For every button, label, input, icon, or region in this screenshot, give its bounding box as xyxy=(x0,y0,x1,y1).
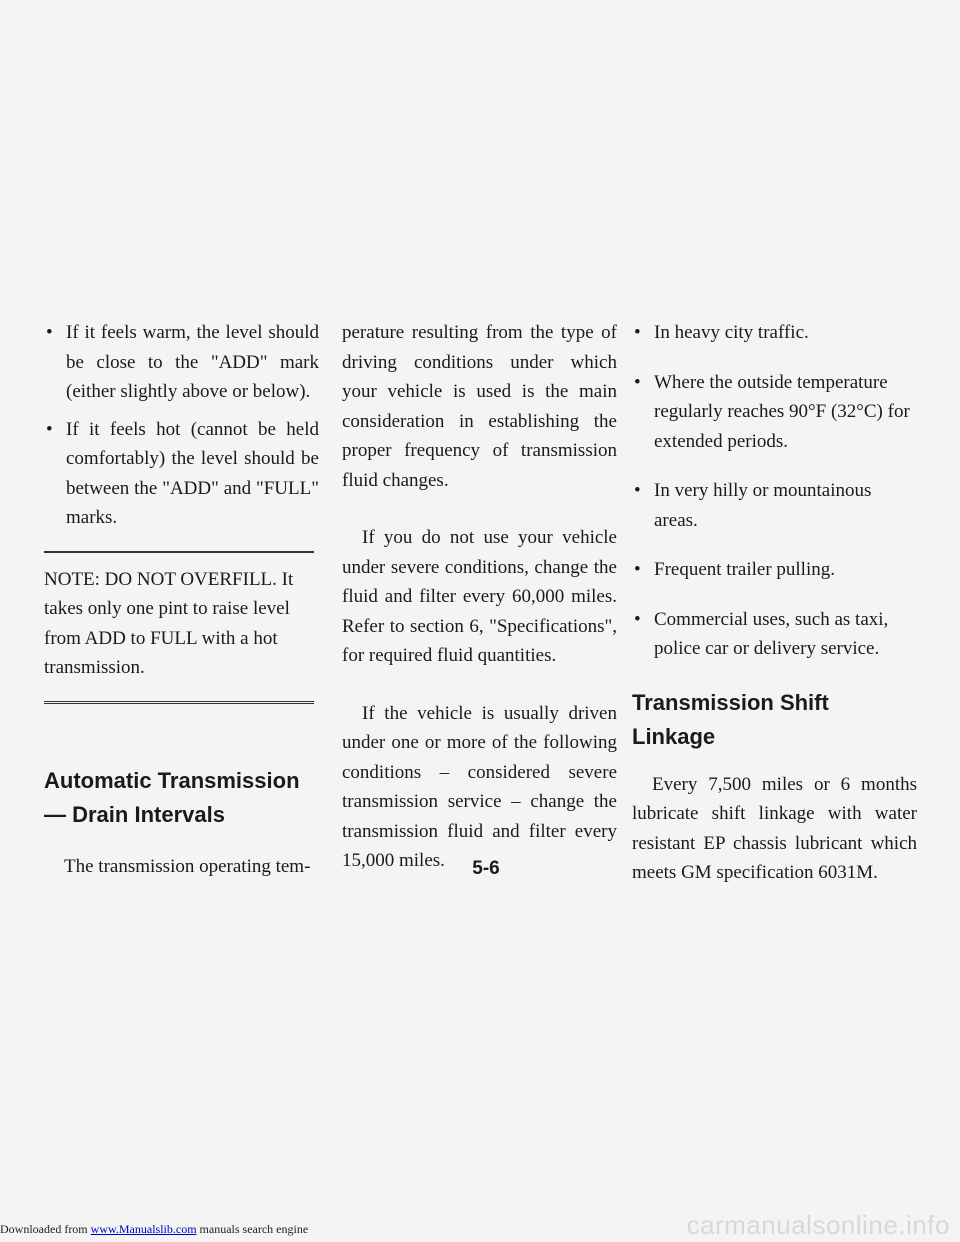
paragraph-normal-service: If you do not use your vehicle under severe conditions, change the fluid and filter every 60,000 miles. Refer to section 6, "Specifications", for required fluid quantities. xyxy=(342,527,617,666)
bullet-hot-level: • If it feels hot (cannot be held comfortably) the level should be between the "ADD" and "FULL" marks. xyxy=(44,415,319,533)
download-suffix: manuals search engine xyxy=(199,1222,309,1236)
paragraph-shift-linkage: Every 7,500 miles or 6 months lubricate shift linkage with water resistant EP chassis lubricant which meets GM specification 6031M. xyxy=(632,773,917,883)
bullet-hilly-areas: • In very hilly or mountainous areas. xyxy=(632,476,917,535)
heading-drain-intervals: Automatic Transmission— Drain Intervals xyxy=(44,767,300,827)
bullet-warm-level: • If it feels warm, the level should be close to the "ADD" mark (either slightly above or below). xyxy=(44,318,319,407)
paragraph-temperature-consideration: perature resulting from the type of driving conditions under which your vehicle is used is the main consideration in establishing the proper frequency of transmission fluid changes. xyxy=(342,322,617,491)
watermark: carmanualsonline.info xyxy=(686,1210,950,1240)
note-overfill: NOTE: DO NOT OVERFILL. It takes only one pint to raise level from ADD to FULL with a hot transmission. xyxy=(44,568,294,678)
bullet-trailer-pulling: • Frequent trailer pulling. xyxy=(632,555,917,585)
bullet-city-traffic: • In heavy city traffic. xyxy=(632,318,917,348)
paragraph-severe-service: If the vehicle is usually driven under one or more of the following conditions – considered severe transmission service – change the transmission fluid and filter every 15,000 miles. xyxy=(342,702,617,871)
manualslib-link[interactable]: www.Manualslib.com xyxy=(90,1222,197,1236)
download-banner xyxy=(0,1222,308,1237)
download-prefix: Downloaded from xyxy=(0,1222,88,1236)
column-right xyxy=(632,318,917,908)
divider-bottom xyxy=(44,701,314,704)
page-number: 5-6 xyxy=(472,858,500,879)
bullet-commercial-use: • Commercial uses, such as taxi, police car or delivery service. xyxy=(632,605,917,664)
column-middle xyxy=(342,318,617,904)
divider-top xyxy=(44,551,314,553)
paragraph-operating-temp: The transmission operating tem- xyxy=(64,855,311,877)
heading-shift-linkage: Transmission Shift Linkage xyxy=(632,689,829,749)
bullet-high-temperature: • Where the outside temperature regularly reaches 90°F (32°C) for extended periods. xyxy=(632,368,917,457)
column-left xyxy=(44,318,319,901)
